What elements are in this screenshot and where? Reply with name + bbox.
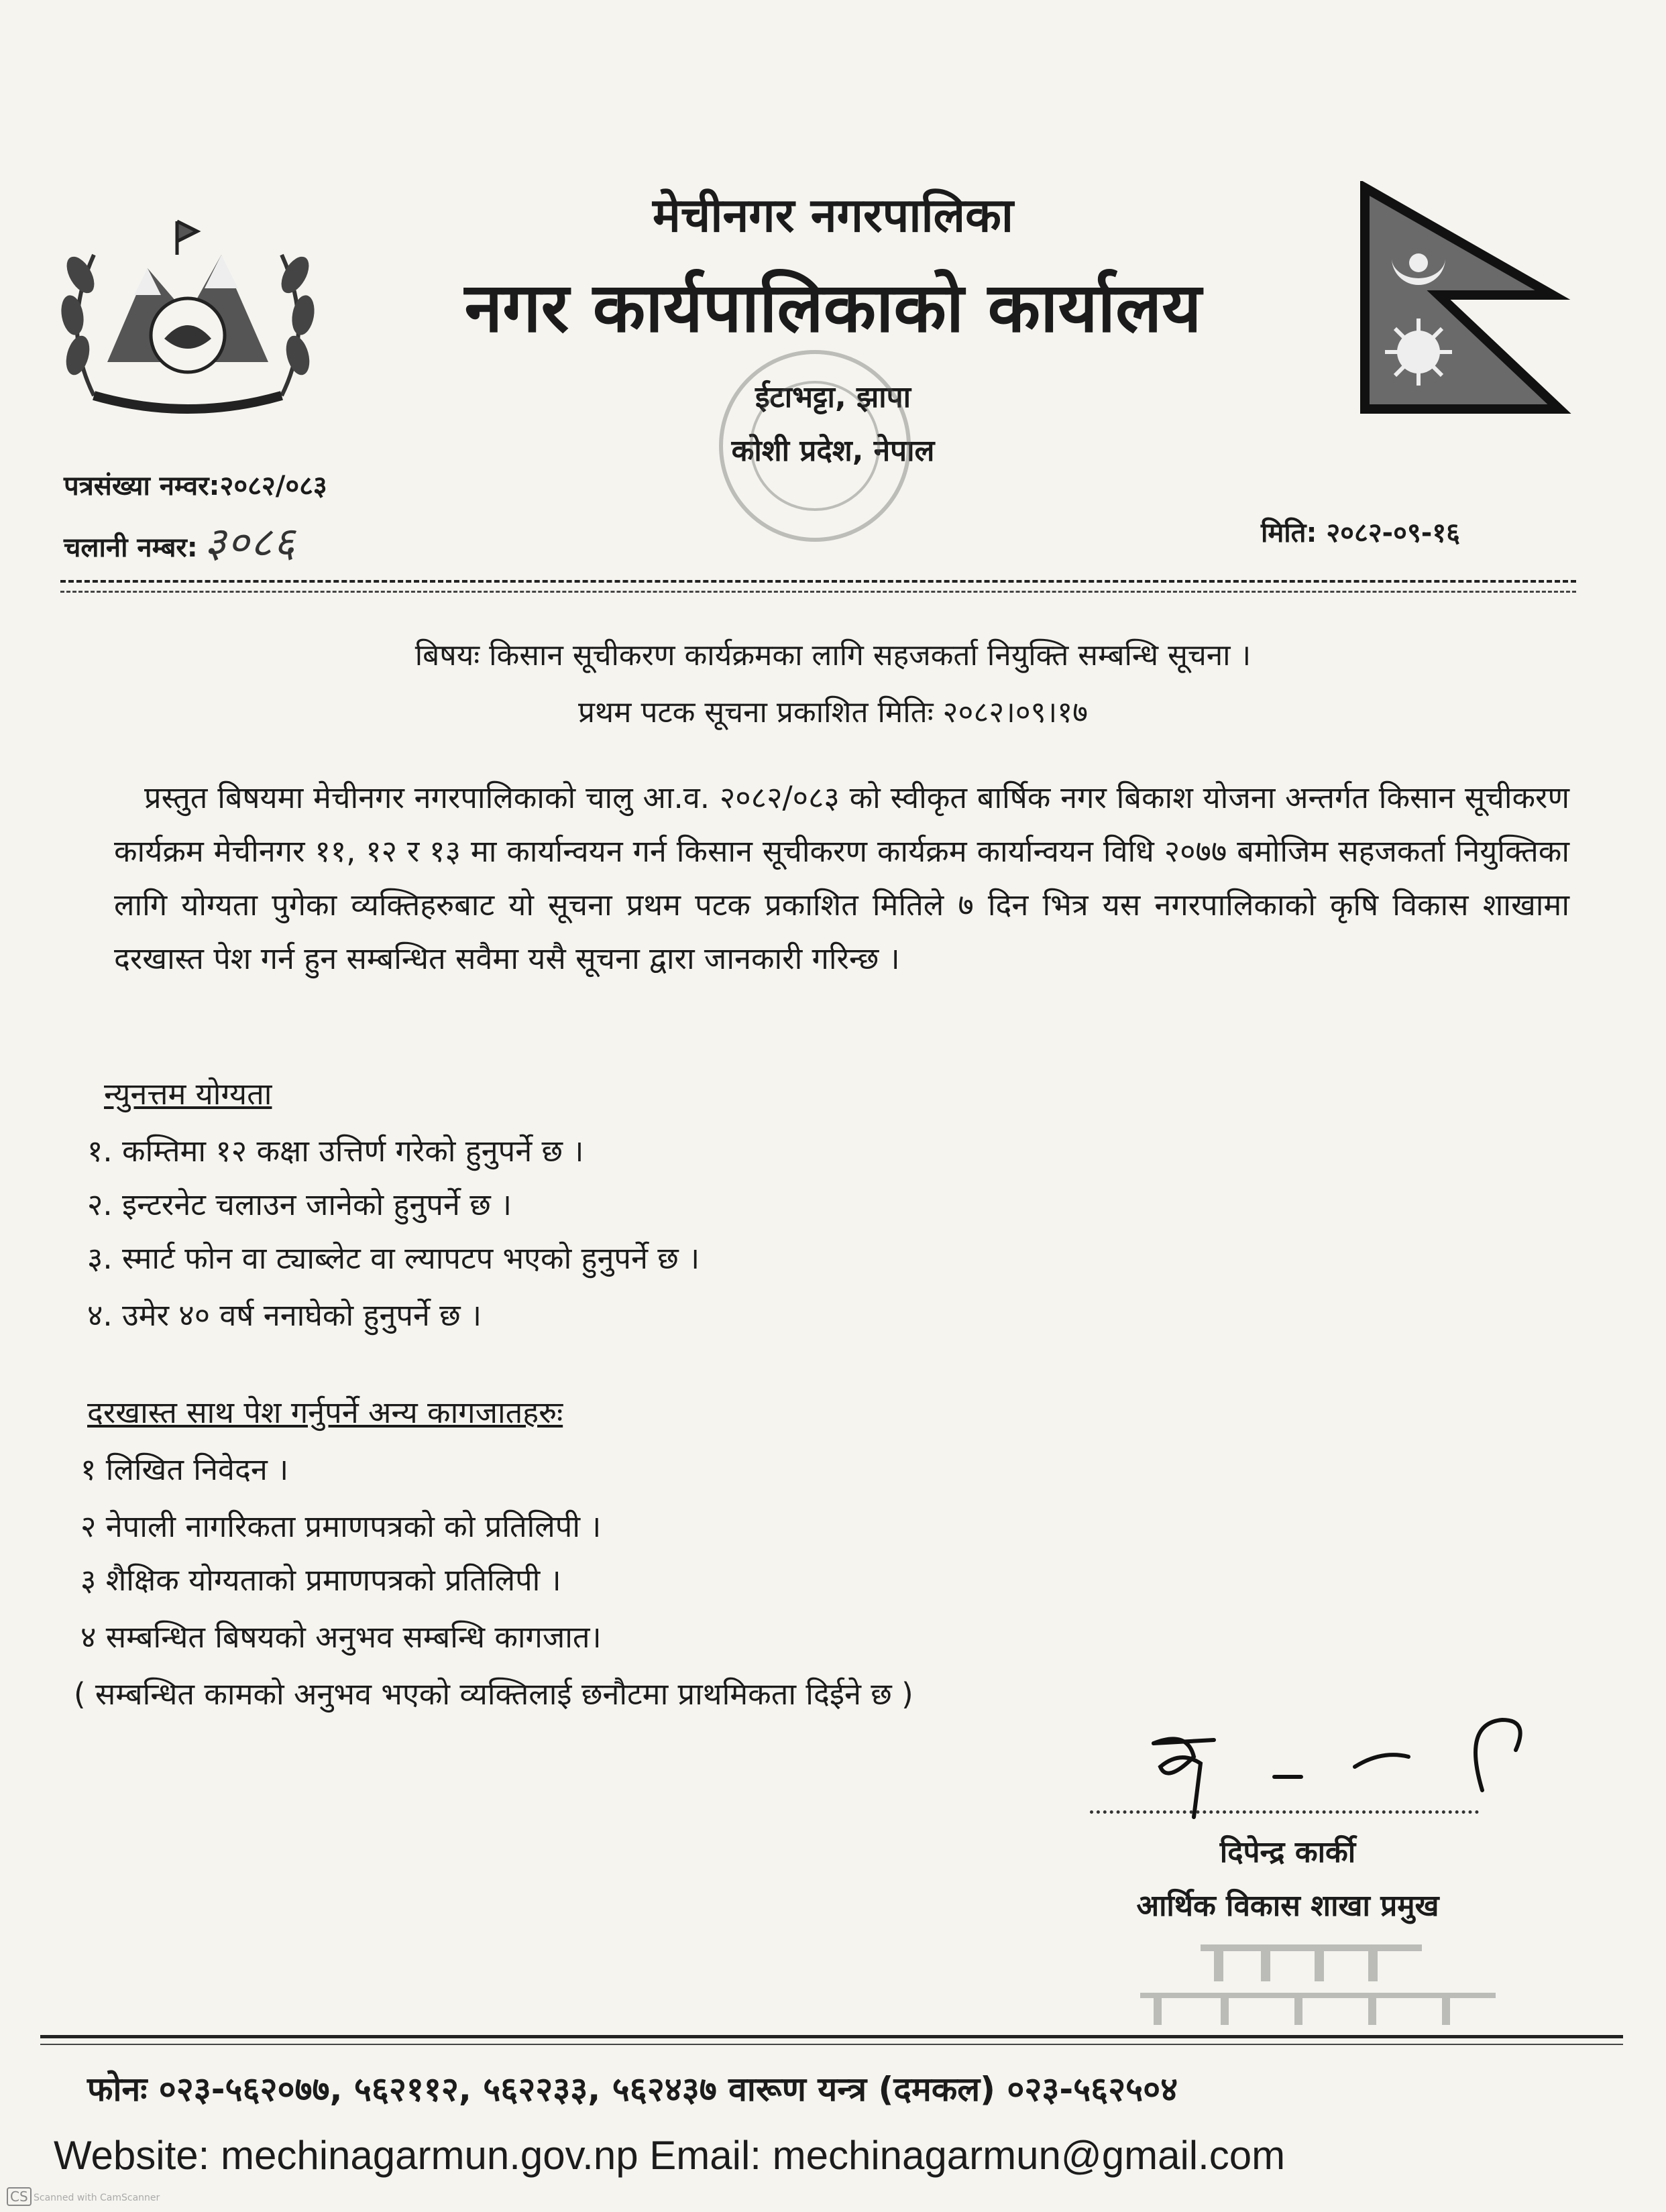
- office-province: कोशी प्रदेश, नेपाल: [731, 434, 935, 468]
- office-stamp-icon: [708, 342, 922, 550]
- document-item: २ नेपाली नागरिकता प्रमाणपत्रको को प्रतिलिपी ।: [80, 1509, 602, 1544]
- footer-phone: फोनः ०२३-५६२०७७, ५६२११२, ५६२२३३, ५६२४३७ वारूण यन्त्र (दमकल) ०२३-५६२५०४: [87, 2070, 1178, 2109]
- office-name: नगर कार्यपालिकाको कार्यालय: [464, 268, 1202, 348]
- document-item: ४ सम्बन्धित बिषयको अनुभव सम्बन्धि कागजात।: [80, 1619, 602, 1655]
- document-item: ३ शैक्षिक योग्यताको प्रमाणपत्रको प्रतिलिपी ।: [80, 1562, 561, 1598]
- documents-heading: दरखास्त साथ पेश गर्नुपर्ने अन्य कागजातहरुः: [87, 1395, 563, 1430]
- qualification-item: ३. स्मार्ट फोन वा ट्याब्लेट वा ल्यापटप भएको हुनुपर्ने छ ।: [87, 1240, 700, 1276]
- qualification-item: ४. उमेर ४० वर्ष ननाघेको हुनुपर्ने छ ।: [87, 1297, 482, 1333]
- header-divider: [60, 580, 1576, 583]
- qualifications-heading: न्युनत्तम योग्यता: [104, 1076, 272, 1112]
- letter-date: मिति: २०८२-०९-१६: [1261, 518, 1460, 548]
- notice-subject: बिषयः किसान सूचीकरण कार्यक्रमका लागि सहजकर्ता नियुक्ति सम्बन्धि सूचना ।: [414, 638, 1252, 673]
- dispatch-number-row: [64, 513, 296, 569]
- handwritten-signature-icon: [1127, 1703, 1543, 1824]
- dispatch-number: ३०८६: [204, 518, 296, 567]
- notice-body: प्रस्तुत बिषयमा मेचीनगर नगरपालिकाको चालु आ.व. २०८२/०८३ को स्वीकृत बार्षिक नगर बिकाश योजना अन्तर्गत किसान सूचीकरण कार्यक्रम मेचीनगर ११, १२ र १३ मा कार्यान्वयन गर्न किसान सूचीकरण कार्यक्रम कार्यान्वयन विधि २०७७ बमोजिम सहजकर्ता नियुक्तिका लागि योग्यता पुगेका व्यक्तिहरुबाट यो सूचना प्रथम पटक प्रकाशित मितिले ७ दिन भित्र यस नगरपालिकाको कृषि विकास शाखामा दरखास्त पेश गर्न हुन सम्बन्धित सवैमा यसै सूचना द्वारा जानकारी गरिन्छ ।: [114, 780, 1569, 976]
- qualification-item: २. इन्टरनेट चलाउन जानेको हुनुपर्ने छ ।: [87, 1187, 512, 1222]
- signatory-title: आर्थिक विकास शाखा प्रमुख: [1136, 1889, 1439, 1923]
- letter-number: पत्रसंख्या नम्वर:२०८२/०८३: [64, 471, 327, 502]
- office-location: ईटाभट्टा, झापा: [755, 380, 911, 414]
- footer-divider: [40, 2044, 1623, 2045]
- signatory-name: दिपेन्द्र कार्की: [1219, 1835, 1356, 1869]
- signature-line: [1090, 1810, 1479, 1814]
- document-item: १ लिखित निवेदन ।: [80, 1452, 289, 1487]
- municipality-name: मेचीनगर नगरपालिका: [653, 188, 1013, 243]
- scanner-label: Scanned with CamScanner: [34, 2193, 160, 2203]
- header-divider: [60, 591, 1576, 593]
- footer-divider: [40, 2035, 1623, 2038]
- first-published-date: प्रथम पटक सूचना प्रकाशित मितिः २०८२।०९।१७: [578, 695, 1088, 730]
- signatory-stamp-icon: [1127, 1931, 1529, 2032]
- scanner-badge: CS: [7, 2187, 32, 2206]
- dispatch-label: चलानी नम्बर:: [64, 532, 198, 563]
- footer-web-email: Website: mechinagarmun.gov.np Email: mechinagarmun@gmail.com: [54, 2133, 1286, 2178]
- qualification-item: १. कम्तिमा १२ कक्षा उत्तिर्ण गरेको हुनुपर्ने छ ।: [87, 1133, 584, 1169]
- priority-note: ( सम्बन्धित कामको अनुभव भएको व्यक्तिलाई छनौटमा प्राथमिकता दिईने छ ): [74, 1676, 913, 1712]
